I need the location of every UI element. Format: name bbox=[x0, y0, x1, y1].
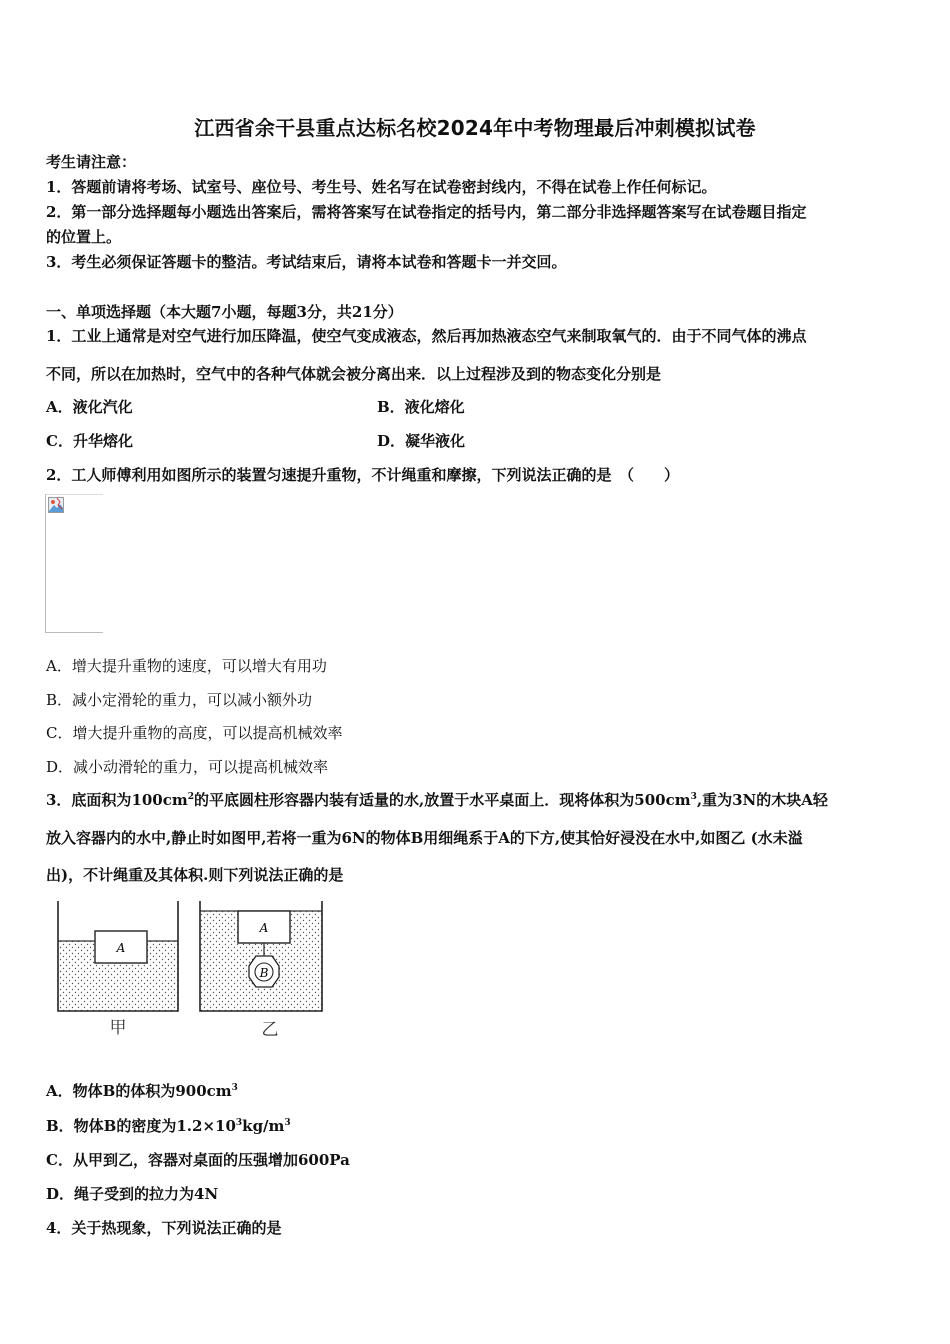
notice-item-3: 3．考生必须保证答题卡的整洁。考试结束后，请将本试卷和答题卡一并交回。 bbox=[46, 253, 567, 271]
q3-option-a: A．物体B的体积为$900cm^3$ bbox=[46, 1082, 238, 1100]
q3-stem-line3: 出)，不计绳重及其体积.则下列说法正确的是 bbox=[46, 866, 344, 884]
broken-image-icon bbox=[48, 497, 64, 513]
q1-stem-line2: 不同，所以在加热时，空气中的各种气体就会被分离出来．以上过程涉及到的物态变化分别是 bbox=[46, 365, 662, 383]
broken-image-placeholder bbox=[45, 494, 103, 633]
object-b-label: B bbox=[259, 966, 269, 980]
q3-container-figure bbox=[50, 895, 340, 1045]
section-heading: 一、单项选择题（本大题7小题，每题3分，共21分） bbox=[46, 303, 403, 321]
q2-option-a: A．增大提升重物的速度，可以增大有用功 bbox=[46, 657, 327, 675]
q1-option-d: D．凝华液化 bbox=[377, 432, 466, 450]
notice-item-2: 2．第一部分选择题每小题选出答案后，需将答案写在试卷指定的括号内，第二部分非选择题答案写在试卷题目指定 bbox=[46, 203, 807, 221]
q2-option-c: C．增大提升重物的高度，可以提高机械效率 bbox=[46, 724, 343, 742]
q2-stem: 2．工人师傅利用如图所示的装置匀速提升重物，不计绳重和摩擦，下列说法正确的是 （ ） bbox=[46, 466, 679, 484]
q1-option-b: B．液化熔化 bbox=[377, 398, 465, 416]
figure-jia bbox=[58, 901, 178, 1038]
q3-option-d: D．绳子受到的拉力为4N bbox=[46, 1185, 219, 1203]
q3-stem-line1: 3．底面积为$100cm^2$的平底圆柱形容器内装有适量的水,放置于水平桌面上．现将体积为$500cm^3$,重为3N的木块A轻 bbox=[46, 791, 828, 809]
caption-jia: 甲 bbox=[109, 1018, 127, 1038]
q1-option-c: C．升华熔化 bbox=[46, 432, 133, 450]
page-title: 江西省余干县重点达标名校2024年中考物理最后冲刺模拟试卷 bbox=[194, 116, 756, 140]
q1-stem-line1: 1．工业上通常是对空气进行加压降温，使空气变成液态，然后再加热液态空气来制取氧气的．由于不同气体的沸点 bbox=[46, 327, 807, 345]
notice-heading: 考生请注意： bbox=[46, 153, 137, 171]
q3-option-c: C．从甲到乙，容器对桌面的压强增加600Pa bbox=[46, 1151, 350, 1169]
q3-option-b: B．物体B的密度为$1.2\times 10^3kg/m^3$ bbox=[46, 1117, 291, 1135]
q4-stem: 4．关于热现象，下列说法正确的是 bbox=[46, 1219, 282, 1237]
figure-yi bbox=[200, 901, 322, 1040]
q2-option-b: B．减小定滑轮的重力，可以减小额外功 bbox=[46, 691, 313, 709]
notice-item-2-cont: 的位置上。 bbox=[46, 228, 122, 246]
notice-item-1: 1．答题前请将考场、试室号、座位号、考生号、姓名写在试卷密封线内，不得在试卷上作任何标记。 bbox=[46, 178, 717, 196]
q1-option-a: A．液化汽化 bbox=[46, 398, 133, 416]
caption-yi: 乙 bbox=[261, 1020, 279, 1040]
block-a-label-yi: A bbox=[259, 921, 269, 935]
q3-stem-line2: 放入容器内的水中,静止时如图甲,若将一重为6N的物体B用细绳系于A的下方,使其恰好浸没在水中,如图乙 (水未溢 bbox=[46, 829, 803, 847]
block-a-label-jia: A bbox=[116, 941, 126, 955]
q2-option-d: D．减小动滑轮的重力，可以提高机械效率 bbox=[46, 758, 329, 776]
